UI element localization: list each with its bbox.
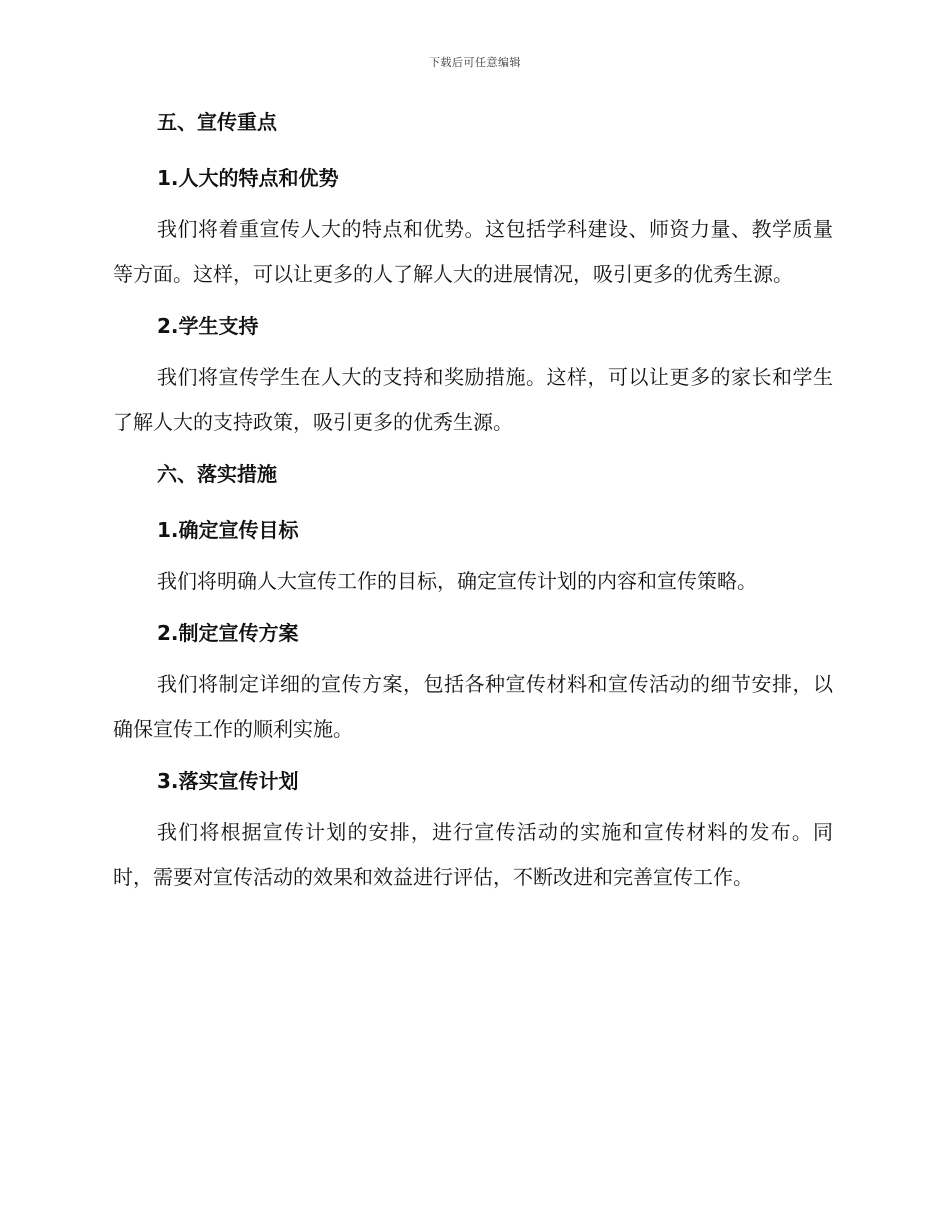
subheading-define-goals: 1.确定宣传目标 [157, 518, 299, 542]
paragraph-student-support: 我们将宣传学生在人大的支持和奖励措施。这样，可以让更多的家长和学生了解人大的支持政策，吸引更多的优秀生源。 [113, 365, 833, 434]
header-note: 下载后可任意编辑 [429, 56, 521, 69]
section-heading-6: 六、落实措施 [157, 462, 277, 486]
subheading-student-support: 2.学生支持 [157, 314, 259, 338]
paragraph-features-advantages: 我们将着重宣传人大的特点和优势。这包括学科建设、师资力量、教学质量等方面。这样，可以让更多的人了解人大的进展情况，吸引更多的优秀生源。 [113, 217, 833, 286]
subheading-make-plan: 2.制定宣传方案 [157, 621, 299, 645]
paragraph-implement-plan: 我们将根据宣传计划的安排，进行宣传活动的实施和宣传材料的发布。同时，需要对宣传活动的效果和效益进行评估，不断改进和完善宣传工作。 [113, 820, 833, 889]
paragraph-make-plan: 我们将制定详细的宣传方案，包括各种宣传材料和宣传活动的细节安排，以确保宣传工作的顺利实施。 [113, 672, 833, 741]
section-heading-5: 五、宣传重点 [157, 110, 277, 134]
paragraph-define-goals: 我们将明确人大宣传工作的目标，确定宣传计划的内容和宣传策略。 [157, 569, 757, 593]
subheading-implement-plan: 3.落实宣传计划 [157, 769, 299, 793]
document-body [113, 108, 833, 900]
subheading-features-advantages: 1.人大的特点和优势 [157, 166, 339, 190]
